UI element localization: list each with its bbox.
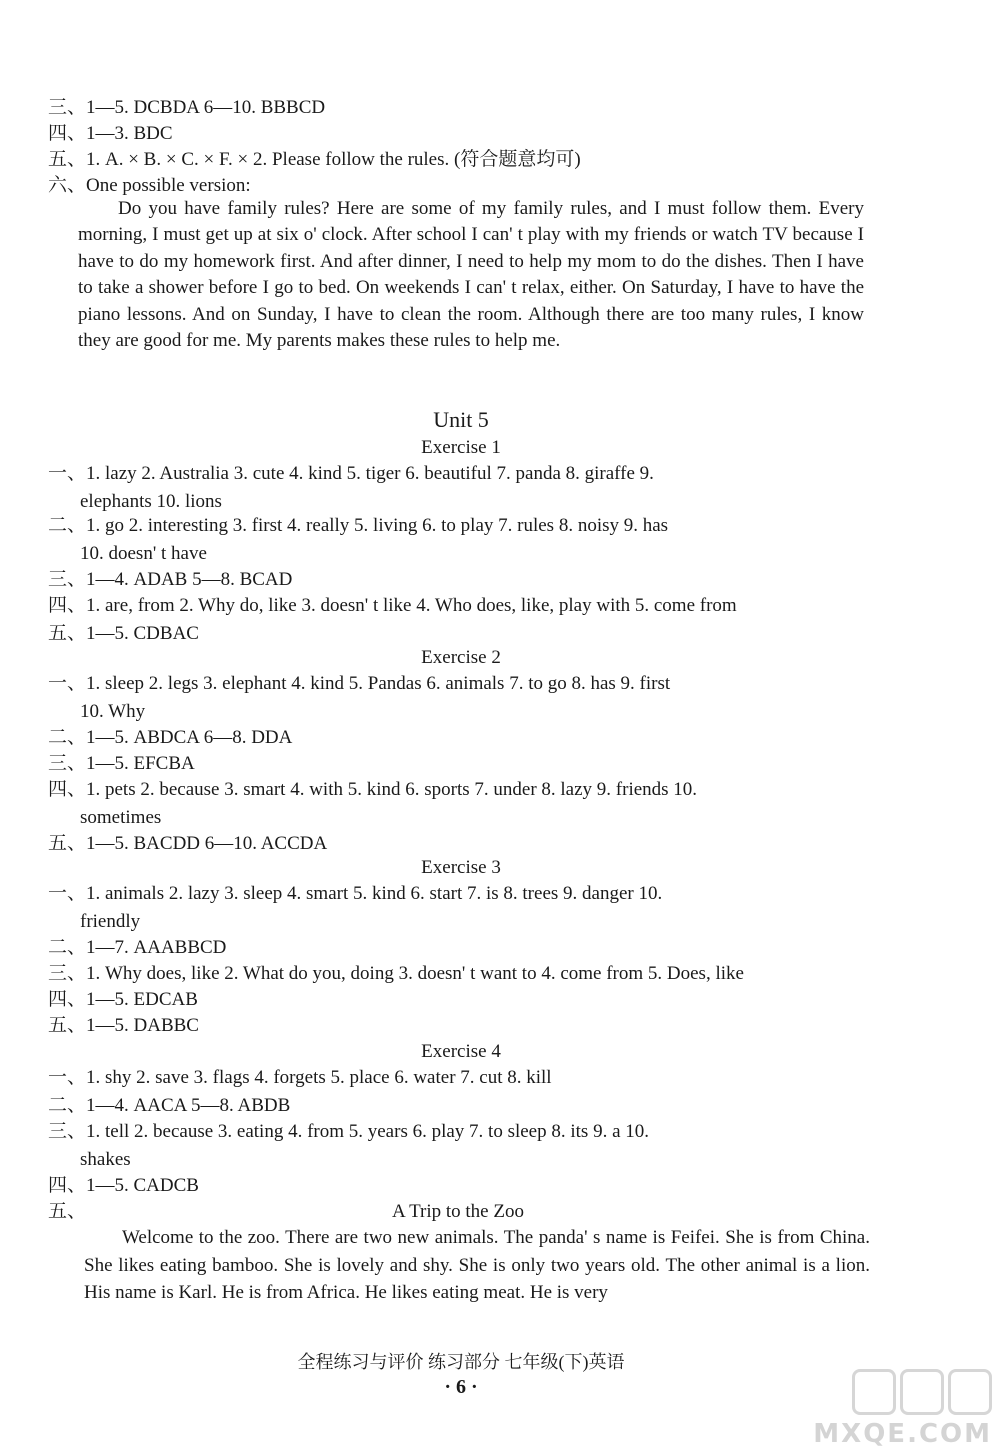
answer-line: 五、1—5. CDBAC xyxy=(48,623,199,644)
watermark-logo xyxy=(813,1369,992,1449)
exercise-title: Exercise 4 xyxy=(421,1041,501,1062)
watermark-text: MXQE.COM xyxy=(813,1419,992,1449)
answer-line: 二、1—5. ABDCA 6—8. DDA xyxy=(48,727,293,748)
answer-line: 五、 xyxy=(48,1201,87,1222)
watermark-glyph-boxes xyxy=(822,1369,992,1413)
answer-line: 四、1—5. CADCB xyxy=(48,1175,199,1196)
answer-line: 二、1—4. AACA 5—8. ABDB xyxy=(48,1095,291,1116)
answer-line: shakes xyxy=(80,1149,131,1170)
answer-line: 五、1—5. DABBC xyxy=(48,1015,199,1036)
answer-line: 五、1. A. × B. × C. × F. × 2. Please follow the rules. (符合题意均可) xyxy=(48,149,581,170)
answer-line: friendly xyxy=(80,911,141,932)
answer-line: 三、1—5. DCBDA 6—10. BBBCD xyxy=(48,97,326,118)
exercise-title: Exercise 1 xyxy=(421,437,501,458)
watermark-box-icon xyxy=(900,1369,944,1415)
page-number: · 6 · xyxy=(444,1376,478,1398)
answer-line: sometimes xyxy=(80,807,162,828)
answer-line: 三、1—4. ADAB 5—8. BCAD xyxy=(48,569,293,590)
answer-line: 三、1—5. EFCBA xyxy=(48,753,195,774)
answer-line: 三、1. Why does, like 2. What do you, doing 3. doesn' t want to 4. come from 5. Does, like xyxy=(48,963,744,984)
exercise-title: Exercise 2 xyxy=(421,647,501,668)
answer-line: 10. Why xyxy=(80,701,146,722)
exercise-title: Exercise 3 xyxy=(421,857,501,878)
essay-title: A Trip to the Zoo xyxy=(392,1201,524,1222)
unit-title: Unit 5 xyxy=(433,407,489,432)
essay-zoo-trip: Welcome to the zoo. There are two new animals. The panda' s name is Feifei. She is from China. She likes eating bamboo. She is lovely and shy. She is only two years old. The other animal is a lion. His name is Karl. He is from Africa. He likes eating meat. He is very xyxy=(84,1227,870,1303)
answer-line: 一、1. lazy 2. Australia 3. cute 4. kind 5. tiger 6. beautiful 7. panda 8. giraffe 9. xyxy=(48,463,654,484)
answer-line: 二、1—7. AAABBCD xyxy=(48,937,227,958)
answer-line: 一、1. shy 2. save 3. flags 4. forgets 5. place 6. water 7. cut 8. kill xyxy=(48,1067,552,1088)
watermark-box-icon xyxy=(948,1369,992,1415)
answer-line: 四、1—3. BDC xyxy=(48,123,173,144)
answer-line: 一、1. animals 2. lazy 3. sleep 4. smart 5. kind 6. start 7. is 8. trees 9. danger 10. xyxy=(48,883,663,904)
answer-line: 10. doesn' t have xyxy=(80,543,207,564)
answer-line: 三、1. tell 2. because 3. eating 4. from 5. years 6. play 7. to sleep 8. its 9. a 10. xyxy=(48,1121,650,1142)
answer-line: 四、1. are, from 2. Why do, like 3. doesn' t like 4. Who does, like, play with 5. come from xyxy=(48,595,737,616)
answer-line: elephants 10. lions xyxy=(80,491,222,512)
answer-line: 四、1. pets 2. because 3. smart 4. with 5. kind 6. sports 7. under 8. lazy 9. friends 10. xyxy=(48,779,698,800)
watermark-box-icon xyxy=(852,1369,896,1415)
answer-line: 六、One possible version: xyxy=(48,175,251,196)
answer-line: 二、1. go 2. interesting 3. first 4. really 5. living 6. to play 7. rules 8. noisy 9. has xyxy=(48,515,669,536)
answer-line: 四、1—5. EDCAB xyxy=(48,989,198,1010)
answer-line: 一、1. sleep 2. legs 3. elephant 4. kind 5. Pandas 6. animals 7. to go 8. has 9. first xyxy=(48,673,671,694)
essay-family-rules: Do you have family rules? Here are some of my family rules, and I must follow them. Every morning, I must get up at six o' clock. After school I can' t play with my friends or watch TV because I have to do my homework first. And after dinner, I need to help my mom to do the dishes. Then I have to take a shower before I go to bed. On weekends I can' t relax, either. On Saturday, I have to have the piano lessons. And on Sunday, I have to clean the room. Although there are too many rules, I know they are good for me. My parents makes these rules to help me. xyxy=(78,198,864,352)
footer-book-title: 全程练习与评价 练习部分 七年级(下)英语 xyxy=(297,1352,625,1372)
answer-line: 五、1—5. BACDD 6—10. ACCDA xyxy=(48,833,328,854)
